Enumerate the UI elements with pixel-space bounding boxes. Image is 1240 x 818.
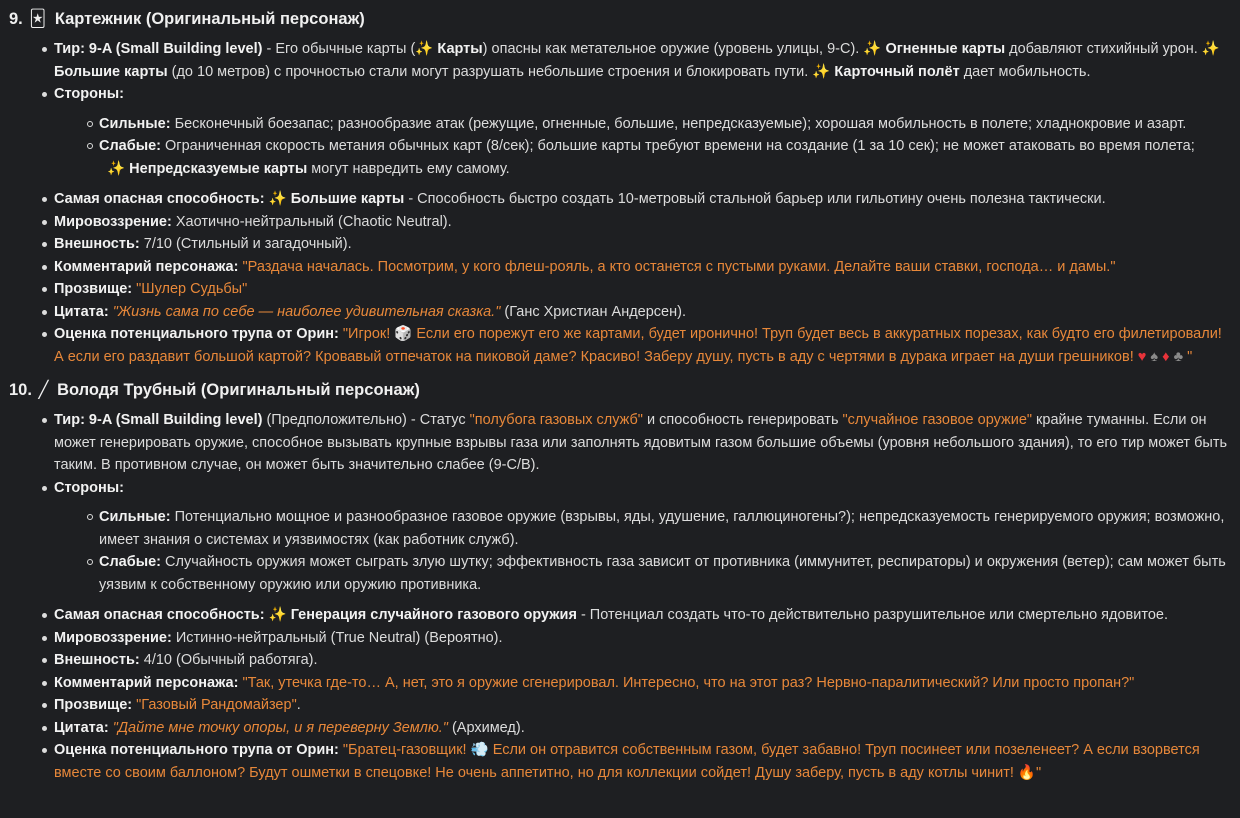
- pipe-icon: ╱: [38, 381, 49, 399]
- sides-sublist: [54, 506, 1228, 596]
- danger-item: Самая опасная способность: ✨ Большие карты - Способность быстро создать 10-метровый стальной барьер или гильотину очень полезна тактически.: [54, 188, 1228, 211]
- section-heading-9: [9, 6, 1228, 32]
- orin-rating-item: Оценка потенциального трупа от Орин: "Братец-газовщик! 💨 Если он отравится собственным газом, будет забавно! Труп посинеет или позеленеет? А если взорвется вместе со своим баллоном? Будут ошметки в спецовке! Не очень аппетитно, но для коллекции сойдет! Душу заберу, пусть в аду котлы чинит! 🔥": [54, 739, 1228, 784]
- heading-number: 9.: [9, 10, 23, 28]
- sparkles-icon: ✨: [415, 41, 434, 57]
- comment-item: Комментарий персонажа: "Так, утечка где-то… А, нет, это я оружие сгенерировал. Интересно, что на этот раз? Нервно-паралитический? Или просто пропан?": [54, 672, 1228, 695]
- sides-item: Стороны: Сильные: Бесконечный боезапас; разнообразие атак (режущие, огненные, большие, непредсказуемые); хорошая мобильность в полете; хладнокровие и азарт. Слабые: Ограниченная скорость метания обычных карт (8/сек); большие карты требуют времени на создание (1 за 10 сек); не может атаковать во время полета; ✨ Непредсказуемые карты могут навредить ему самому.: [54, 83, 1228, 180]
- nickname-item: Прозвище: "Газовый Рандомайзер".: [54, 694, 1228, 717]
- sides-item: Стороны: Сильные: Потенциально мощное и разнообразное газовое оружие (взрывы, яды, удушение, галлюциногены?); непредсказуемость генерируемого оружия; возможно, имеет знания о системах и уязвимостях (как работник служб). Слабые: Случайность оружия может сыграть злую шутку; эффективность газа зависит от противника (иммунитет, респираторы) и окружения (ветер); сам может быть уязвим к собственному оружию или оружию противника.: [54, 477, 1228, 597]
- heading-title: Володя Трубный (Оригинальный персонаж): [57, 381, 420, 399]
- tier-item: Тир: 9-A (Small Building level) (Предположительно) - Статус "полубога газовых служб" и способность генерировать "случайное газовое оружие" крайне туманны. Если он может генерировать оружие, способное вызывать крупные взрывы газа или заполнять ядовитым газом большие объемы (уровня небольшого здания), то его тир может быть таким. В противном случае, он может быть значительно слабее (9-C/B).: [54, 409, 1228, 477]
- character-10-list: [9, 409, 1228, 784]
- sparkles-icon: ✨: [107, 160, 126, 177]
- spade-suit-icon: ♠: [1150, 348, 1159, 365]
- fire-icon: 🔥: [1017, 764, 1036, 781]
- playing-card-icon: 🃏: [29, 10, 47, 28]
- comment-item: Комментарий персонажа: "Раздача началась. Посмотрим, у кого флеш-рояль, а кто останется с пустыми руками. Делайте ваши ставки, господа… и дамы.": [54, 256, 1228, 279]
- sparkles-icon: ✨: [863, 41, 882, 57]
- alignment-item: Мировоззрение: Истинно-нейтральный (True Neutral) (Вероятно).: [54, 627, 1228, 650]
- weak-sides-item: Слабые: Случайность оружия может сыграть злую шутку; эффективность газа зависит от противника (иммунитет, респираторы) и окружения (ветер); сам может быть уязвим к собственному оружию или оружию противника.: [99, 551, 1228, 596]
- quote-item: Цитата: "Жизнь сама по себе — наиболее удивительная сказка." (Ганс Христиан Андерсен).: [54, 301, 1228, 324]
- alignment-item: Мировоззрение: Хаотично-нейтральный (Chaotic Neutral).: [54, 211, 1228, 234]
- strong-sides-item: Сильные: Потенциально мощное и разнообразное газовое оружие (взрывы, яды, удушение, галлюциногены?); непредсказуемость генерируемого оружия; возможно, имеет знания о системах и уязвимостях (как работник служб).: [99, 506, 1228, 551]
- sparkles-icon: ✨: [268, 191, 287, 207]
- heading-number: 10.: [9, 381, 32, 399]
- sparkles-icon: ✨: [812, 63, 831, 80]
- tier-item: Тир: 9-A (Small Building level) - Его обычные карты (✨ Карты) опасны как метательное оружие (уровень улицы, 9-C). ✨ Огненные карты добавляют стихийный урон. ✨ Большие карты (до 10 метров) с прочностью стали могут разрушать небольшие строения и блокировать пути. ✨ Карточный полёт дает мобильность.: [54, 38, 1228, 83]
- nickname-item: Прозвище: "Шулер Судьбы": [54, 278, 1228, 301]
- orin-rating-item: Оценка потенциального трупа от Орин: "Игрок! 🎲 Если его порежут его же картами, будет иронично! Труп будет весь в аккуратных порезах, как будто его филетировали! А если его раздавит большой картой? Кровавый отпечаток на пиковой даме? Красиво! Заберу душу, пусть в аду с чертями в дурака играет на души грешников! ♥ ♠ ♦ ♣ ": [54, 323, 1228, 368]
- quote-item: Цитата: "Дайте мне точку опоры, и я переверну Землю." (Архимед).: [54, 717, 1228, 740]
- heart-suit-icon: ♥: [1137, 348, 1147, 365]
- dice-icon: 🎲: [394, 326, 413, 342]
- sides-sublist: [54, 113, 1228, 181]
- appearance-item: Внешность: 7/10 (Стильный и загадочный).: [54, 233, 1228, 256]
- sparkles-icon: ✨: [268, 607, 287, 623]
- strong-sides-item: Сильные: Бесконечный боезапас; разнообразие атак (режущие, огненные, большие, непредсказуемые); хорошая мобильность в полете; хладнокровие и азарт.: [99, 113, 1228, 136]
- heading-title: Картежник (Оригинальный персонаж): [54, 10, 365, 28]
- diamond-suit-icon: ♦: [1162, 348, 1170, 365]
- appearance-item: Внешность: 4/10 (Обычный работяга).: [54, 649, 1228, 672]
- weak-sides-item: Слабые: Ограниченная скорость метания обычных карт (8/сек); большие карты требуют времени на создание (1 за 10 сек); не может атаковать во время полета; ✨ Непредсказуемые карты могут навредить ему самому.: [99, 135, 1228, 180]
- danger-item: Самая опасная способность: ✨ Генерация случайного газового оружия - Потенциал создать что-то действительно разрушительное или смертельно ядовитое.: [54, 604, 1228, 627]
- character-9-list: [9, 38, 1228, 368]
- section-heading-10: [9, 377, 1228, 403]
- club-suit-icon: ♣: [1173, 348, 1184, 365]
- dash-icon: 💨: [470, 742, 489, 758]
- sparkles-icon: ✨: [1201, 41, 1220, 57]
